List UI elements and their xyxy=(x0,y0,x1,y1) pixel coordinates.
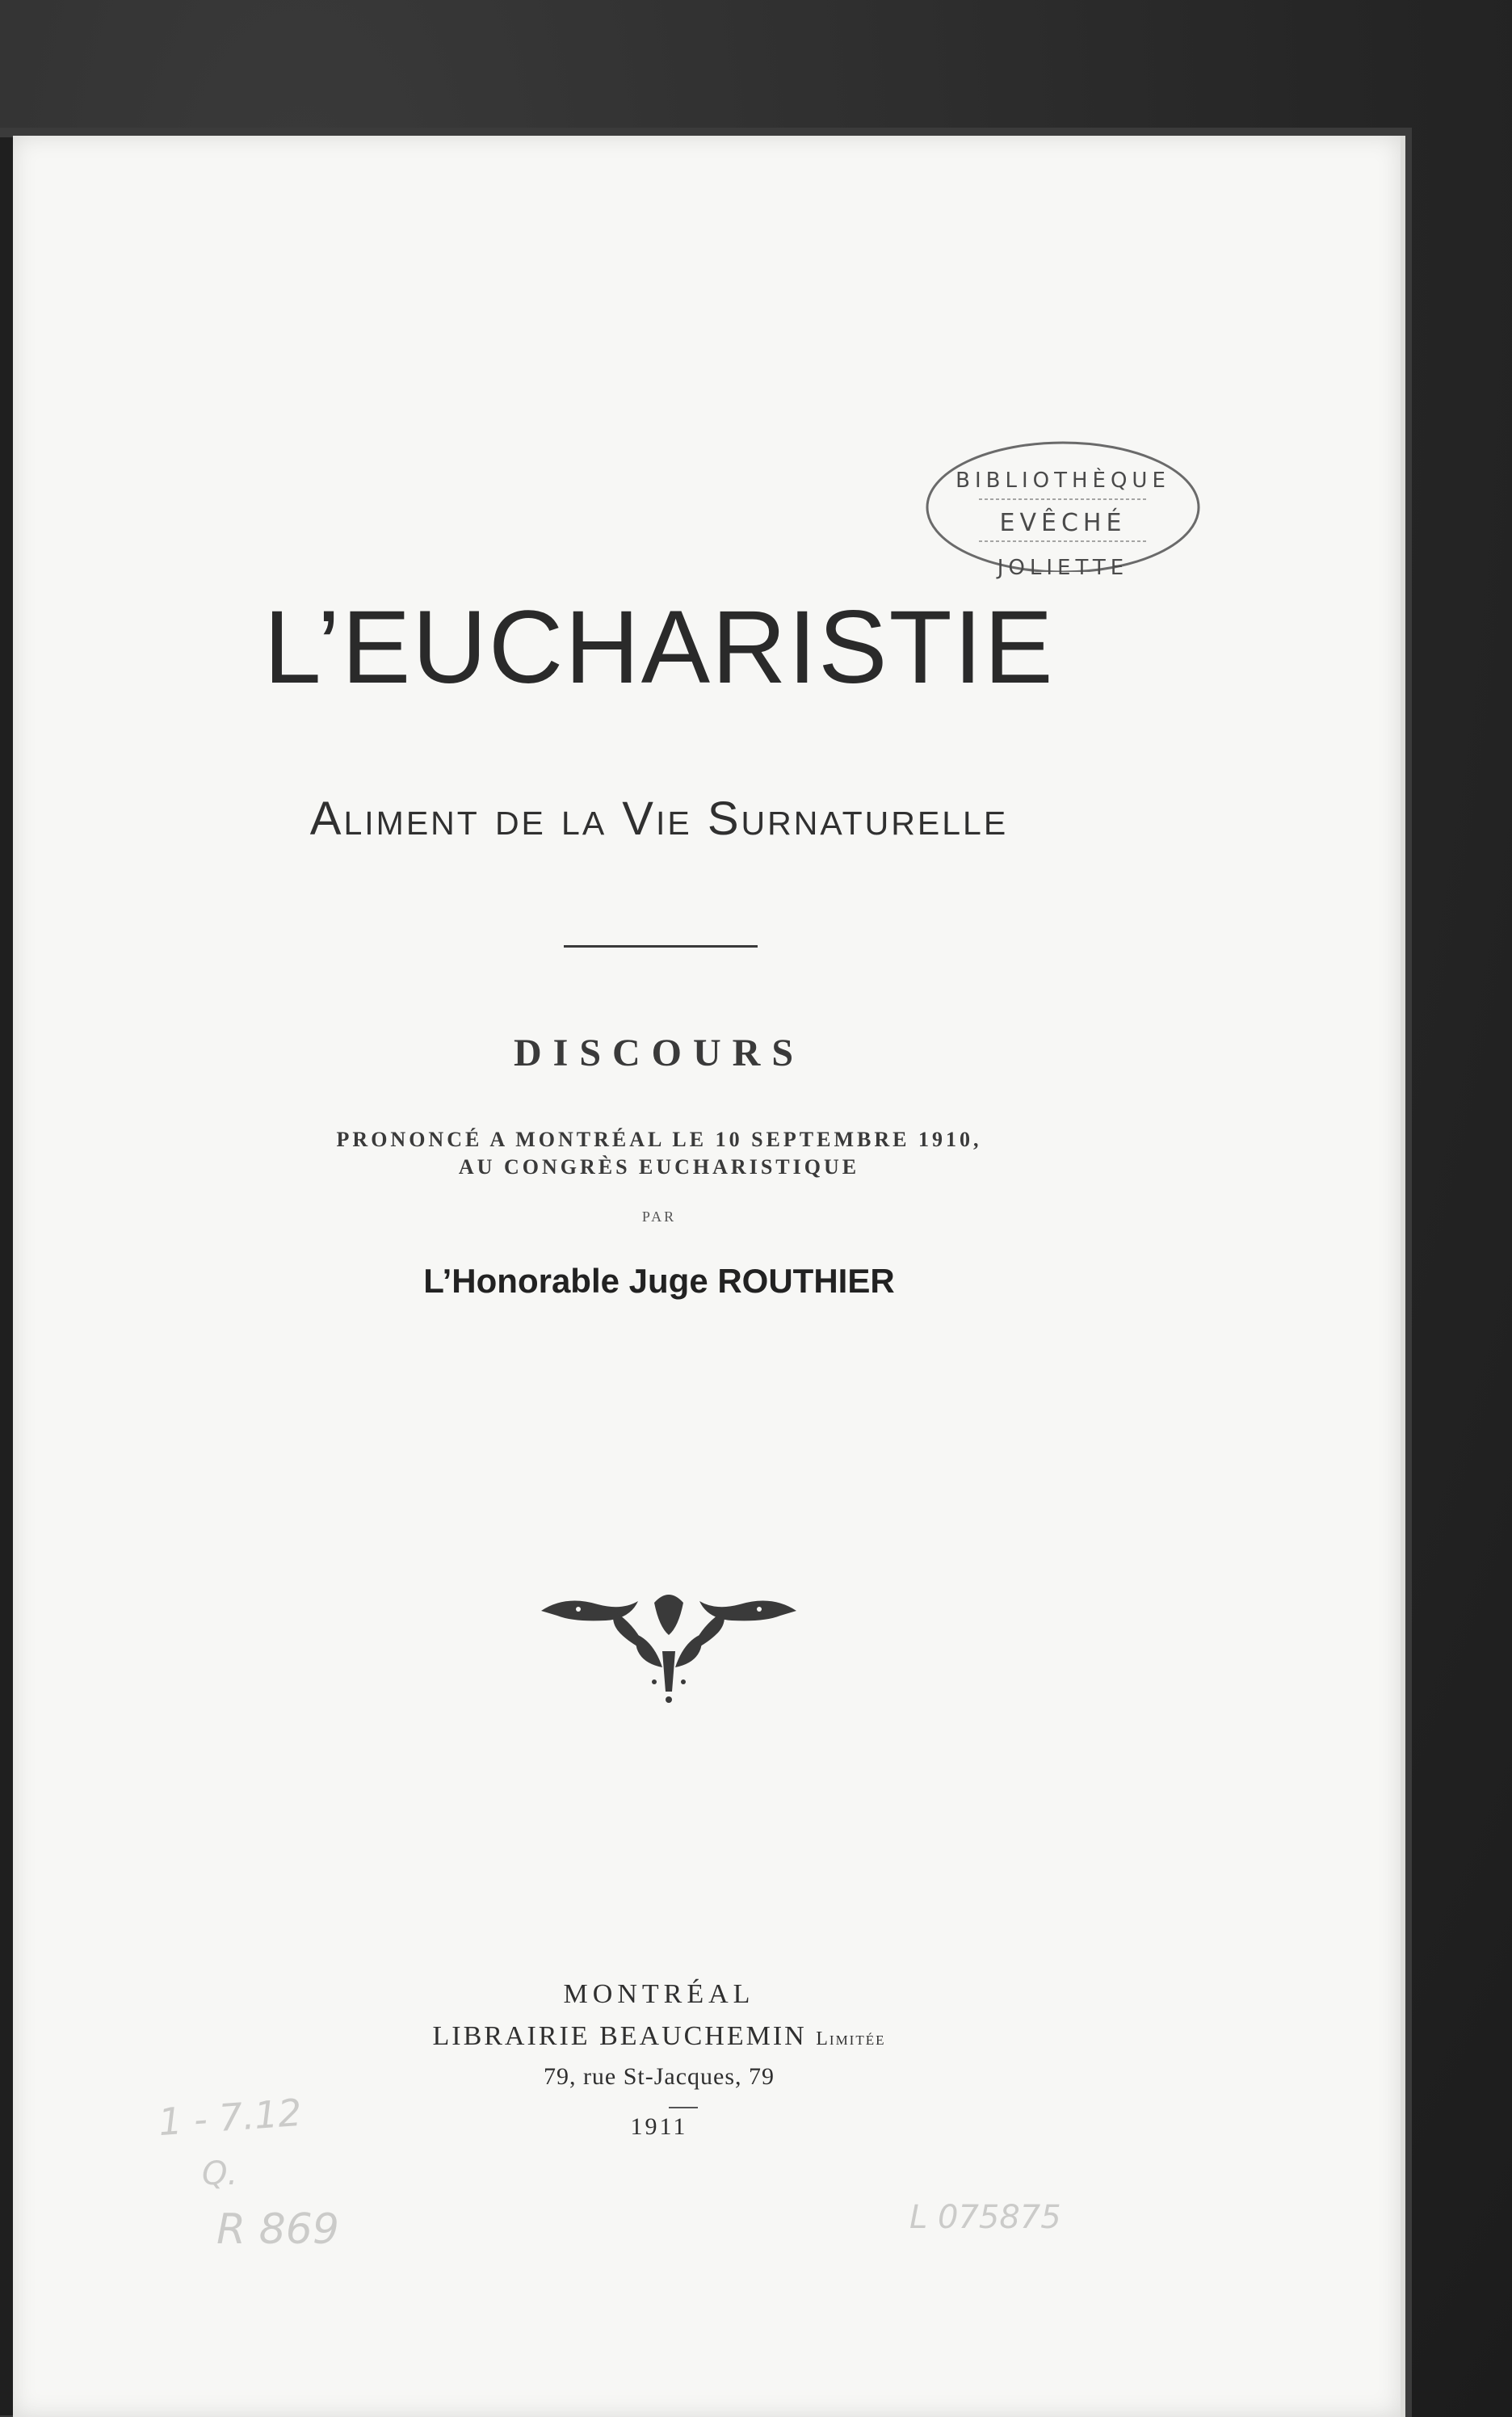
imprint-year: 1911 xyxy=(630,2113,688,2140)
by-label: PAR xyxy=(641,1208,677,1225)
imprint-city: MONTRÉAL xyxy=(563,1979,755,2009)
title-rule xyxy=(564,945,758,948)
pencil-note: L 075875 xyxy=(909,2199,1061,2236)
section-heading: DISCOURS xyxy=(513,1032,805,1074)
author-name: L’Honorable Juge ROUTHIER xyxy=(423,1262,895,1300)
pencil-note: Q. xyxy=(202,2155,238,2192)
publisher-suffix: Limitée xyxy=(816,2028,886,2049)
title-page xyxy=(13,136,1401,2417)
pencil-note: R 869 xyxy=(216,2205,339,2254)
delivery-line-2: AU CONGRÈS EUCHARISTIQUE xyxy=(458,1155,860,1179)
book-subtitle: Aliment de la Vie Surnaturelle xyxy=(309,792,1009,845)
book-title: L’EUCHARISTIE xyxy=(263,590,1055,705)
stamp-top-text: BIBLIOTHÈQUE xyxy=(956,469,1170,493)
fleuron-ornament-icon xyxy=(533,1587,804,1716)
library-stamp xyxy=(922,330,1203,580)
publisher-name: LIBRAIRIE BEAUCHEMIN xyxy=(432,2021,807,2051)
pencil-note: 1 - 7.12 xyxy=(157,2090,304,2145)
delivery-line-1: PRONONCÉ A MONTRÉAL LE 10 SEPTEMBRE 1910, xyxy=(336,1128,982,1151)
imprint-address: 79, rue St-Jacques, 79 xyxy=(543,2063,775,2090)
imprint-dash xyxy=(669,2107,698,2108)
stamp-middle-text: EVÊCHÉ xyxy=(999,509,1127,537)
imprint-publisher xyxy=(13,2021,1305,2052)
stamp-bottom-text: JOLIETTE xyxy=(997,556,1129,580)
page-right-edge xyxy=(1401,136,1405,2417)
